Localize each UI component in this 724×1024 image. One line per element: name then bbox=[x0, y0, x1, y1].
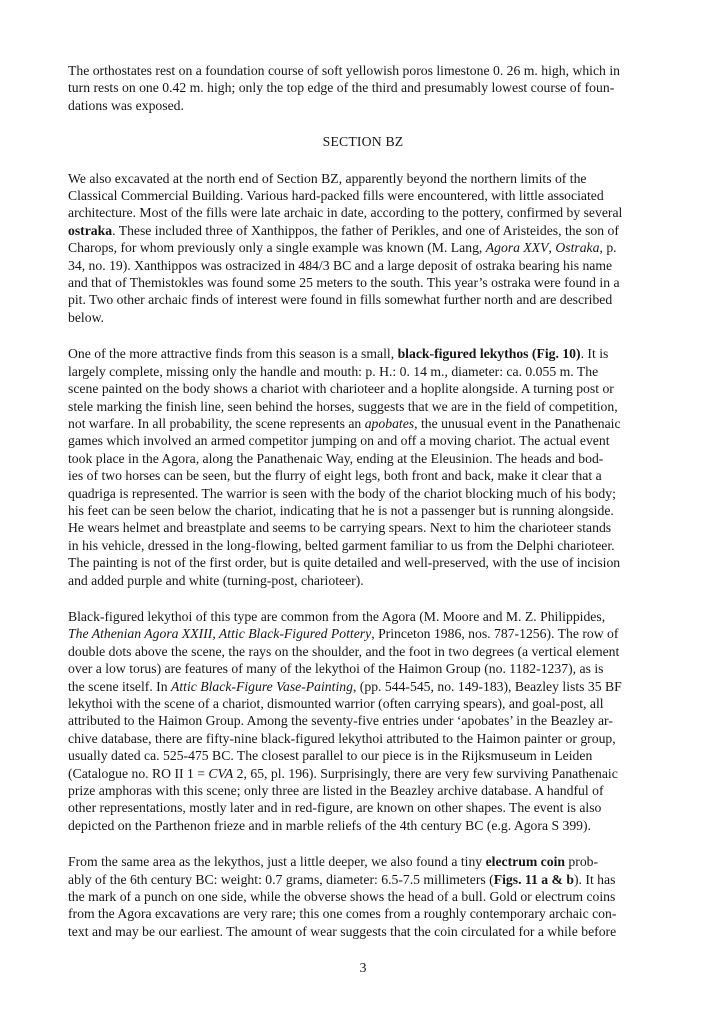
paragraph bbox=[68, 170, 658, 327]
text-line: scene painted on the body shows a chariot with charioteer and a hoplite alongside. A turning post or bbox=[68, 381, 614, 397]
text-line: below. bbox=[68, 309, 104, 325]
text-line: The painting is not of the first order, but is quite detailed and well-preserved, with the use of incision bbox=[68, 555, 621, 571]
text-line: ostraka. These included three of Xanthippos, the father of Perikles, and one of Aristeides, the son of bbox=[68, 222, 619, 238]
text-line: 34, no. 19). Xanthippos was ostracized in 484/3 BC and a large deposit of ostraka bearing his name bbox=[68, 257, 613, 273]
text-line: not warfare. In all probability, the scene represents an apobates, the unusual event in the Panathenaic bbox=[68, 415, 621, 431]
text-line: Classical Commercial Building. Various hard-packed fills were encountered, with little associated bbox=[68, 188, 604, 204]
text-line: One of the more attractive finds from this season is a small, black-figured lekythos (Fig. 10). It is bbox=[68, 346, 609, 362]
text-line: the mark of a punch on one side, while the obverse shows the head of a bull. Gold or electrum coins bbox=[68, 889, 616, 905]
text-line: dations was exposed. bbox=[68, 97, 184, 113]
text-line: (Catalogue no. RO II 1 = CVA 2, 65, pl. 196). Surprisingly, there are very few surviving Panathenaic bbox=[68, 765, 618, 781]
paragraph bbox=[68, 62, 658, 114]
text-line: The Athenian Agora XXIII, Attic Black-Figured Pottery, Princeton 1986, nos. 787-1256). The row of bbox=[68, 626, 619, 642]
text-line: the scene itself. In Attic Black-Figure Vase-Painting, (pp. 544-545, no. 149-183), Beazley lists 35 BF bbox=[68, 678, 622, 694]
text-line: prize amphoras with this scene; only three are listed in the Beazley archive database. A handful of bbox=[68, 783, 604, 799]
text-line: double dots above the scene, the rays on the shoulder, and the foot in two degrees (a vertical element bbox=[68, 643, 620, 659]
text-line: other representations, mostly later and in red-figure, are known on other shapes. The event is also bbox=[68, 800, 602, 816]
text-line: The orthostates rest on a foundation course of soft yellowish poros limestone 0. 26 m. high, which in bbox=[68, 63, 620, 78]
text-line: ably of the 6th century BC: weight: 0.7 grams, diameter: 6.5-7.5 millimeters (Figs. 11 a & b). It has bbox=[68, 871, 616, 887]
text-line: Charops, for whom previously only a single example was known (M. Lang, Agora XXV, Ostraka, p. bbox=[68, 240, 617, 256]
text-line: took place in the Agora, along the Panathenaic Way, ending at the Eleusinion. The heads and bod- bbox=[68, 450, 604, 466]
text-line: over a low torus) are features of many of the lekythoi of the Haimon Group (no. 1182-1237), as is bbox=[68, 661, 604, 677]
text-line: largely complete, missing only the handle and mouth: p. H.: 0. 14 m., diameter: ca. 0.055 m. The bbox=[68, 363, 599, 379]
text-line: depicted on the Parthenon frieze and in marble reliefs of the 4th century BC (e.g. Agora S 399). bbox=[68, 817, 592, 833]
text-line: usually dated ca. 525-475 BC. The closest parallel to our piece is in the Rijksmuseum in Leiden bbox=[68, 748, 593, 764]
text-line: quadriga is represented. The warrior is seen with the body of the chariot blocking much of his body; bbox=[68, 485, 616, 501]
text-line: text and may be our earliest. The amount of wear suggests that the coin circulated for a while before bbox=[68, 923, 617, 939]
text-line: and added purple and white (turning-post, charioteer). bbox=[68, 572, 364, 588]
text-line: his feet can be seen below the chariot, indicating that he is not a passenger but is running alongside. bbox=[68, 502, 614, 518]
page-number: 3 bbox=[359, 960, 367, 975]
text-line: stele marking the finish line, seen behind the horses, suggests that we are in the field of competition, bbox=[68, 398, 618, 414]
text-line: turn rests on one 0.42 m. high; only the top edge of the third and presumably lowest course of foun- bbox=[68, 80, 615, 96]
text-line: chive database, there are fifty-nine black-figured lekythoi attributed to the Haimon painter or group, bbox=[68, 730, 616, 746]
paragraph bbox=[68, 608, 658, 834]
text-line: We also excavated at the north end of Section BZ, apparently beyond the northern limits of the bbox=[68, 170, 587, 186]
text-line: from the Agora excavations are very rare; this one comes from a roughly contemporary archaic con- bbox=[68, 906, 617, 922]
text-line: architecture. Most of the fills were late archaic in date, according to the pottery, confirmed by several bbox=[68, 205, 623, 221]
text-line: Black-figured lekythoi of this type are common from the Agora (M. Moore and M. Z. Philippides, bbox=[68, 608, 606, 624]
text-line: in his vehicle, dressed in the long-flowing, belted garment familiar to us from the Delphi charioteer. bbox=[68, 537, 615, 553]
text-line: attributed to the Haimon Group. Among the seventy-five entries under ‘apobates’ in the Beazley ar- bbox=[68, 713, 613, 729]
paragraph bbox=[68, 853, 658, 940]
document-body bbox=[68, 62, 658, 959]
text-line: lekythoi with the scene of a chariot, dismounted warrior (often carrying spears), and goal-post, all bbox=[68, 696, 604, 711]
text-line: SECTION BZ bbox=[322, 134, 404, 150]
text-line: and that of Themistokles was found some 25 meters to the south. This year’s ostraka were found in a bbox=[68, 275, 620, 291]
text-line: games which involved an armed competitor jumping on and off a moving chariot. The actual event bbox=[68, 433, 610, 449]
section-heading bbox=[68, 133, 658, 150]
text-line: He wears helmet and breastplate and seems to be carrying spears. Next to him the charioteer stands bbox=[68, 520, 612, 536]
text-line: pit. Two other archaic finds of interest were found in fills somewhat further north and are described bbox=[68, 292, 613, 308]
text-line: From the same area as the lekythos, just a little deeper, we also found a tiny electrum coin prob- bbox=[68, 854, 599, 870]
paragraph bbox=[68, 345, 658, 589]
text-line: ies of two horses can be seen, but the flurry of eight legs, both front and back, make it clear that a bbox=[68, 468, 602, 484]
